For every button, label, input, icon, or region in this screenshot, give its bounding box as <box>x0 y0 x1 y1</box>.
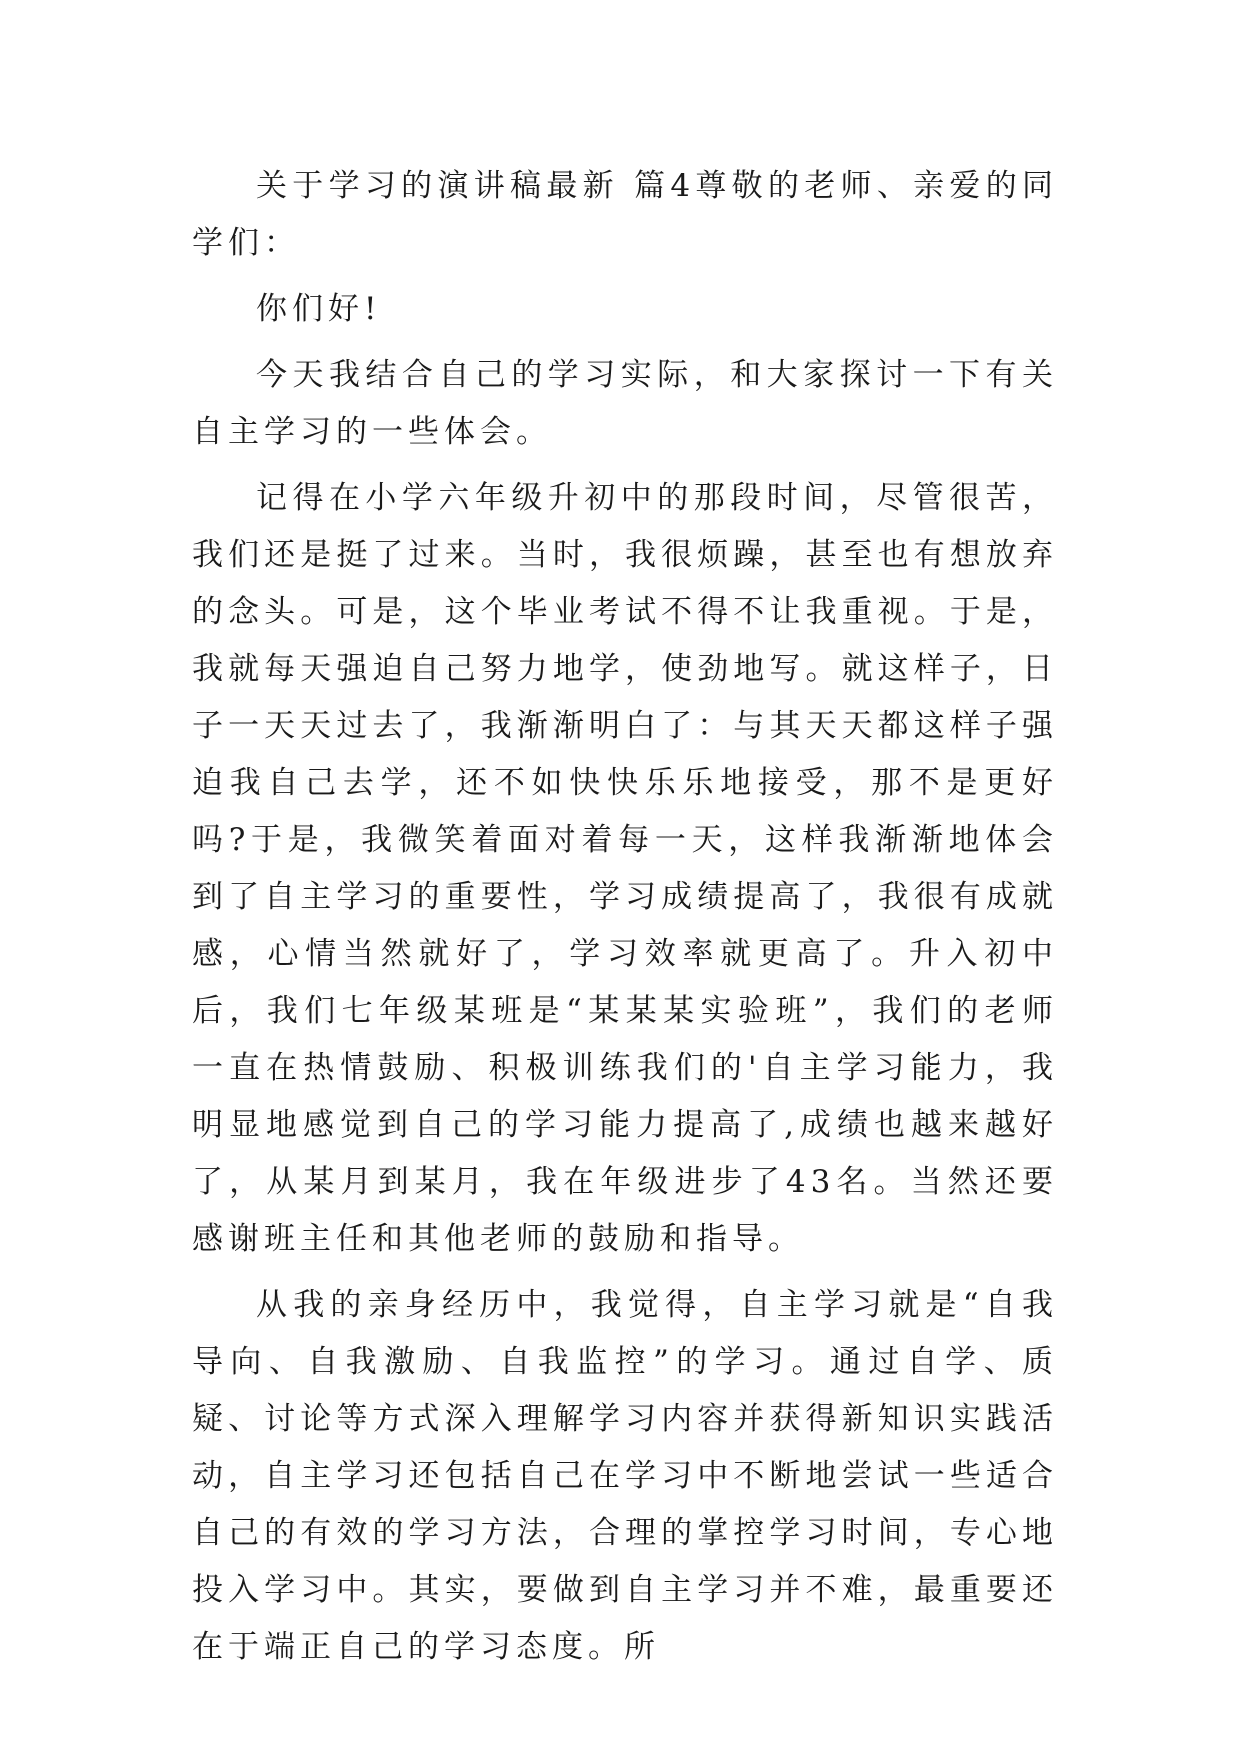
paragraph-definition: 从我的亲身经历中，我觉得，自主学习就是“自我导向、自我激励、自我监控”的学习。通过自学、质疑、讨论等方式深入理解学习内容并获得新知识实践活动，自主学习还包括自己在学习中不断地尝试一些适合自己的有效的学习方法，合理的掌控学习时间，专心地投入学习中。其实，要做到自主学习并不难，最重要还在于端正自己的学习态度。所 <box>192 1287 1058 1665</box>
paragraph-intro: 今天我结合自己的学习实际，和大家探讨一下有关自主学习的一些体会。 <box>192 357 1058 450</box>
paragraph-hello: 你们好! <box>256 291 382 327</box>
paragraph-title-greeting: 关于学习的演讲稿最新 篇4尊敬的老师、亲爱的同学们： <box>192 168 1058 261</box>
paragraph-experience: 记得在小学六年级升初中的那段时间，尽管很苦，我们还是挺了过来。当时，我很烦躁，甚至也有想放弃的念头。可是，这个毕业考试不得不让我重视。于是，我就每天强迫自己努力地学，使劲地写。就这样子，日子一天天过去了，我渐渐明白了：与其天天都这样子强迫我自己去学，还不如快快乐乐地接受，那不是更好吗?于是，我微笑着面对着每一天，这样我渐渐地体会到了自主学习的重要性，学习成绩提高了，我很有成就感，心情当然就好了，学习效率就更高了。升入初中后，我们七年级某班是“某某某实验班”，我们的老师一直在热情鼓励、积极训练我们的'自主学习能力，我明显地感觉到自己的学习能力提高了,成绩也越来越好了，从某月到某月，我在年级进步了43名。当然还要感谢班主任和其他老师的鼓励和指导。 <box>192 480 1058 1257</box>
document-body <box>192 158 1058 1685</box>
